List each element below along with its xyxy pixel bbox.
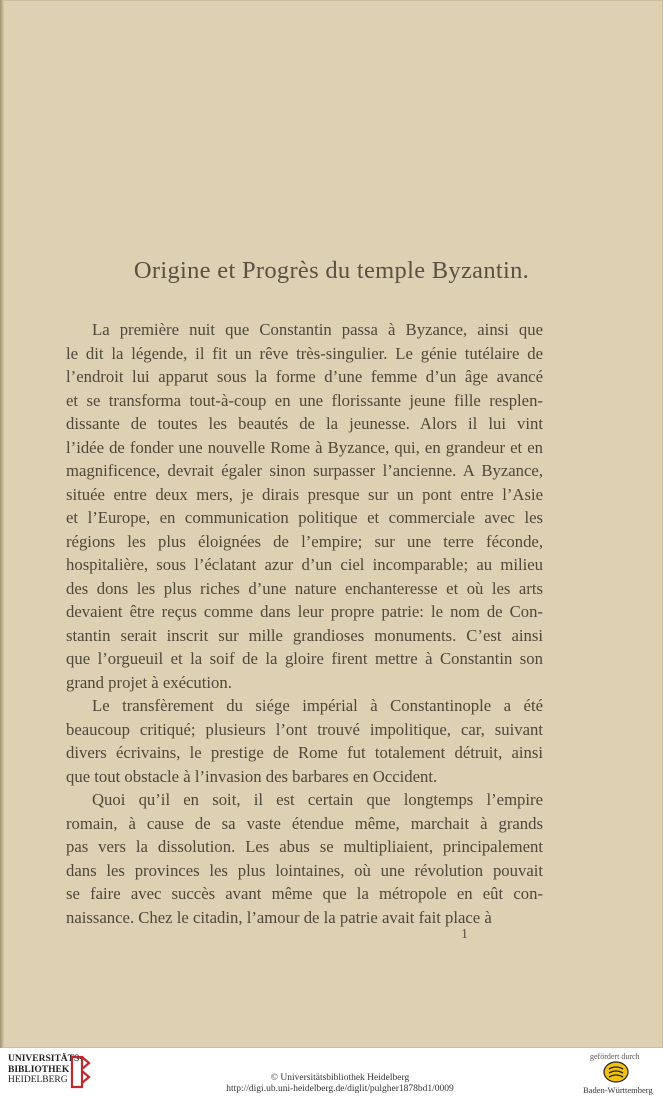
text-line: et se transforma tout-à-coup en une florissante jeune fille resplen- [66, 390, 543, 410]
text-line: romain, à cause de sa vaste étendue même, marchait à grands [66, 813, 543, 833]
state-emblem-icon [602, 1061, 630, 1083]
text-line: régions les plus éloignées de l’empire; sur une terre féconde, [66, 531, 543, 551]
copyright-block [190, 1073, 490, 1095]
text-line: magnificence, devrait égaler sinon surpasser l’ancienne. A Byzance, [66, 461, 543, 480]
library-name-line: HEIDELBERG [8, 1075, 68, 1085]
text-line: se faire avec succès avant même que la métropole en eût con- [66, 884, 543, 903]
text-line: l’endroit lui apparut sous la forme d’une femme d’un âge avancé [66, 367, 543, 386]
permalink[interactable]: http://digi.ub.uni-heidelberg.de/diglit/pulgher1878bd1/0009 [226, 1084, 454, 1094]
text-line: devaient être reçus comme dans leur propre patrie: le nom de Con- [66, 602, 543, 621]
text-line: divers écrivains, le prestige de Rome fut totalement détruit, ainsi [66, 743, 543, 762]
text-line: stantin serait inscrit sur mille grandioses monuments. C’est ainsi [66, 625, 543, 645]
binding-edge [0, 0, 4, 1048]
text-line: hospitalière, sous l’éclatant azur d’un ciel incomparable; au milieu [66, 555, 543, 574]
text-line: des dons les plus riches d’une nature enchanteresse et où les arts [66, 578, 543, 598]
text-line: beaucoup critiqué; plusieurs l’ont trouvé impolitique, car, suivant [66, 719, 543, 739]
body-text [66, 318, 543, 929]
text-line: Quoi qu’il en soit, il est certain que longtemps l’empire [92, 790, 543, 809]
text-line: La première nuit que Constantin passa à Byzance, ainsi que [92, 320, 543, 339]
sponsor-label: gefördert durch [590, 1052, 640, 1061]
text-line: que tout obstacle à l’invasion des barbares en Occident. [66, 766, 438, 786]
library-logo-icon [68, 1053, 92, 1091]
library-name-line: UNIVERSITÄTS- [8, 1054, 83, 1064]
text-line: dissante de toutes les beautés de la jeunesse. Alors il lui vint [66, 414, 543, 433]
text-line: Le transfèrement du siége impérial à Constantinople a été [92, 696, 543, 715]
text-line: dans les provinces les plus lointaines, où une révolution pouvait [66, 860, 543, 880]
text-line: l’idée de fonder une nouvelle Rome à Byzance, qui, en grandeur et en [66, 437, 543, 457]
paragraph [66, 788, 543, 929]
text-line: située entre deux mers, je dirais presque sur un pont entre l’Asie [66, 484, 543, 504]
text-line: que l’orgueuil et la soif de la gloire firent mettre à Constantin son [66, 649, 543, 668]
paragraph [66, 694, 543, 788]
sponsor-name: Baden-Württemberg [583, 1085, 653, 1095]
text-line: le dit la légende, il fit un rêve très-singulier. Le génie tutélaire de [66, 343, 543, 363]
text-line: naissance. Chez le citadin, l’amour de la patrie avait fait place à [66, 907, 492, 927]
text-line: pas vers la dissolution. Les abus se multipliaient, principalement [66, 837, 543, 856]
library-name-line: BIBLIOTHEK [8, 1064, 70, 1075]
text-line: et l’Europe, en communication politique et commerciale avec les [66, 508, 543, 527]
paragraph [66, 318, 543, 694]
copyright-text: © Universitätsbibliothek Heidelberg [270, 1073, 410, 1083]
text-line: grand projet à exécution. [66, 672, 232, 692]
page-number: 1 [461, 927, 468, 942]
chapter-title: Origine et Progrès du temple Byzantin. [133, 257, 530, 284]
